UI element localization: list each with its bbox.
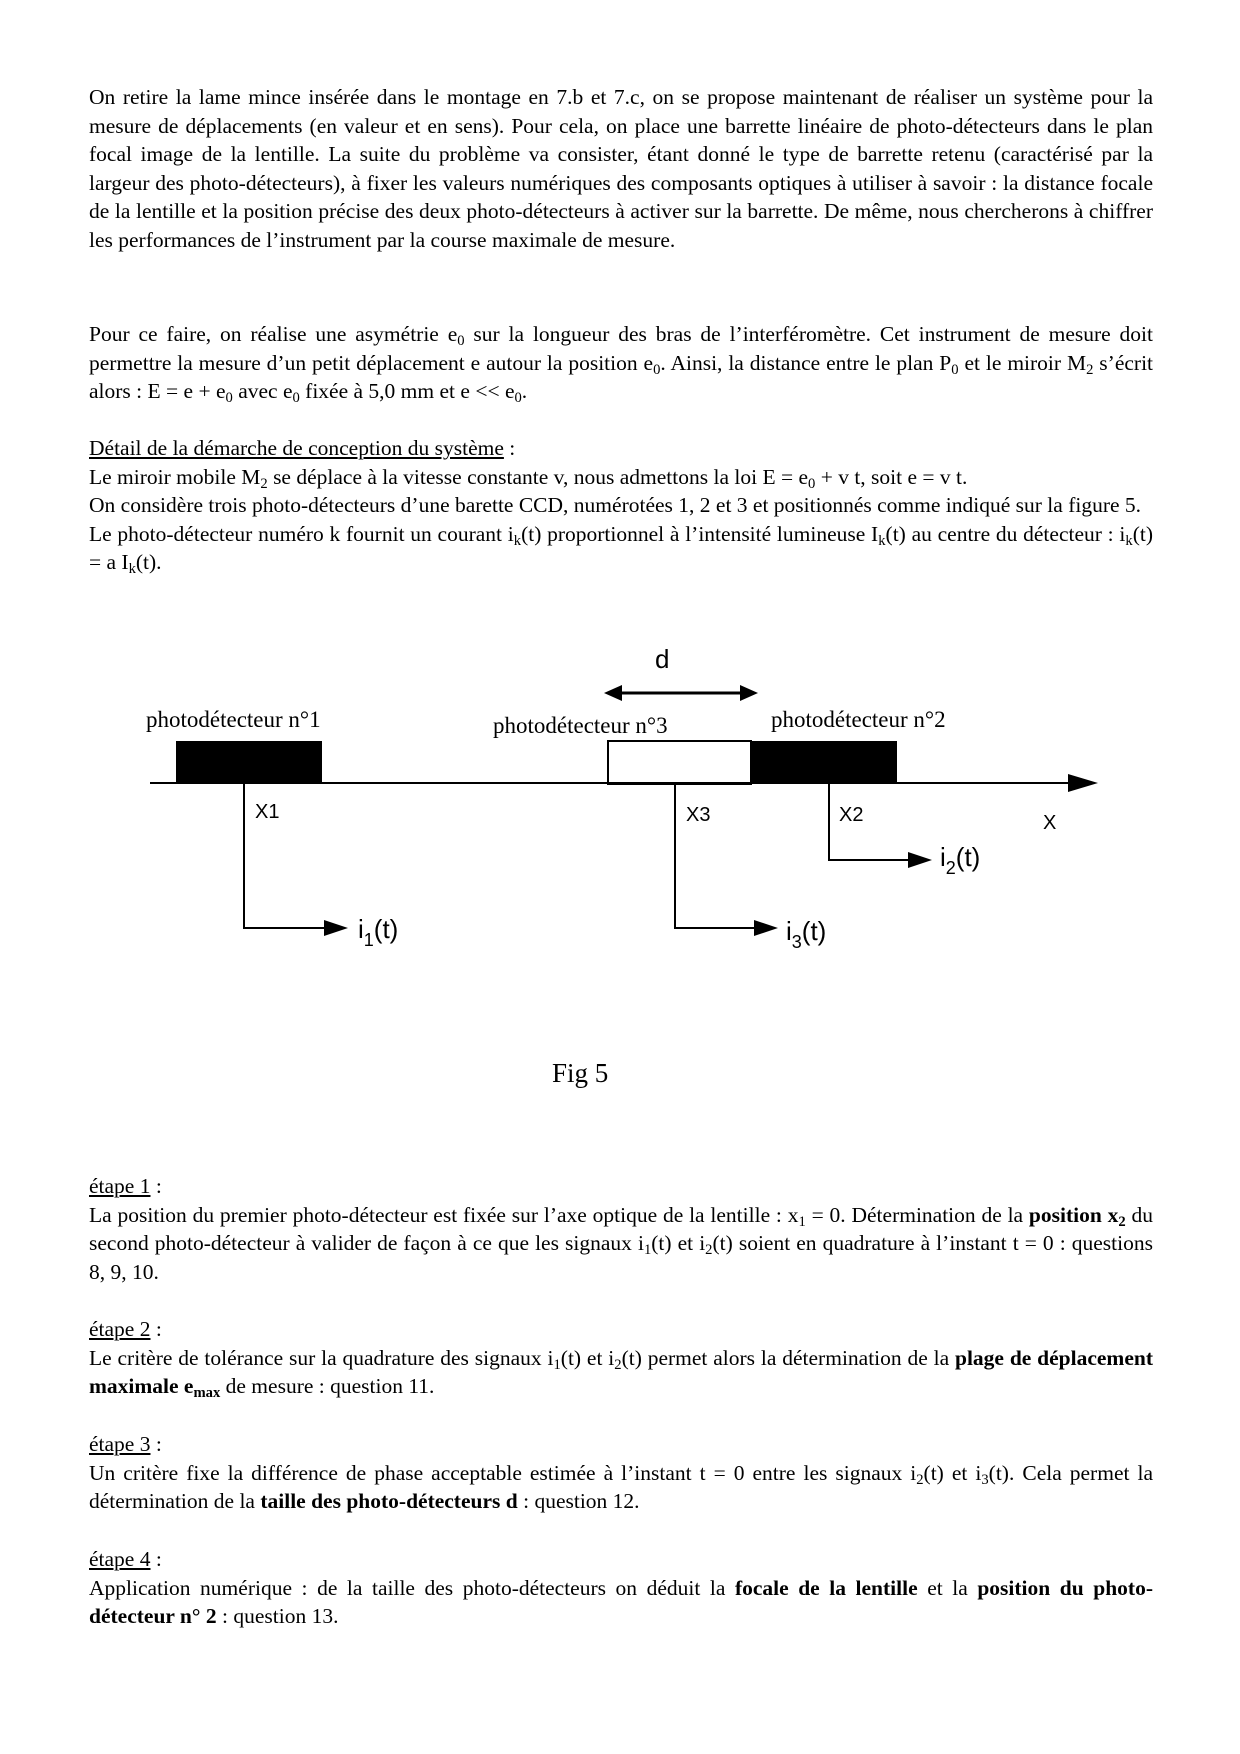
i2-arrowhead [908, 852, 932, 868]
demarche-section: Détail de la démarche de conception du système : Le miroir mobile $M_2$ se déplace à la vitesse constante v, nous admettons la loi $E = e_0 + v$ t, soit e = v t. On considère trois photo-détecteurs d’une barette CCD, numérotées 1, 2 et 3 et positionnés comme indiqué sur la figure 5. Le photo-détecteur numéro k fournit un courant $i_k(t)$ proportionnel à l’intensité lumineuse $I_k(t)$ au centre du détecteur : $i_k(t) = a$ $I_k(t)$. [89, 436, 1153, 578]
intro-paragraph-1: On retire la lame mince insérée dans le montage en 7.b et 7.c, on se propose maintenant de réaliser un système pour la mesure de déplacements (en valeur et en sens). Pour cela, on place une barrette linéaire de photo-détecteurs dans le plan focal image de la lentille. La suite du problème va consister, étant donné le type de barrette retenu (caractérisé par la largeur des photo-détecteurs), à fixer les valeurs numériques des composants optiques à utiliser à savoir : la distance focale de la lentille et la position précise des deux photo-détecteurs à activer sur la barrette. De même, nous chercherons à chiffrer les performances de l’instrument par la course maximale de mesure. [89, 85, 1153, 252]
photodetector-1 [176, 741, 322, 784]
etape-1: étape 1 : La position du premier photo-détecteur est fixée sur l’axe optique de la lentille : $x_1 = 0$. Détermination de la position $x_2$ du second photo-détecteur à valider de façon à ce que les signaux $i_1(t)$ et $i_2(t)$ soient en quadrature à l’instant t = 0 : questions 8, 9, 10. [89, 1174, 1154, 1284]
photodetector-3 [608, 741, 751, 784]
intro-paragraph-2: Pour ce faire, on réalise une asymétrie $e_0$ sur la longueur des bras de l’interféromètre. Cet instrument de mesure doit permettre la mesure d’un petit déplacement e autour la position $e_0$. Ainsi, la distance entre le plan $P_0$ et le miroir $M_2$ s’écrit alors : $E = e + e_0$ avec $e_0$ fixée à 5,0 mm et $e << e_0$. [89, 322, 1154, 407]
photodetector-2 [751, 741, 897, 784]
x2-label: X2 [839, 804, 864, 826]
i1-arrowhead [324, 920, 348, 936]
photodetector-1-label: photodétecteur n°1 [146, 707, 321, 732]
i1-label: $i_1(t)$ [358, 914, 399, 950]
i3-label: $i_3(t)$ [786, 916, 827, 952]
etape-4: étape 4 : Application numérique : de la taille des photo-détecteurs on déduit la focale de la lentille et la position du photo-détecteur n° 2 : question 13. [89, 1547, 1153, 1629]
photodetector-2-label: photodétecteur n°2 [771, 707, 946, 732]
x-axis-arrowhead [1068, 774, 1098, 792]
d-double-arrow [604, 685, 758, 701]
x1-label: X1 [255, 801, 280, 823]
etape-1-title: étape 1 [89, 1174, 151, 1198]
demarche-line-1: Le miroir mobile $M_2$ se déplace à la vitesse constante v, nous admettons la loi $E = e_0 + v$ t, soit e = v t. [89, 464, 968, 492]
x-axis-label: X [1043, 812, 1057, 834]
d-label: d [655, 644, 670, 674]
x3-label: X3 [686, 804, 711, 826]
etape-2: étape 2 : Le critère de tolérance sur la quadrature des signaux $i_1(t)$ et $i_2(t)$ permet alors la détermination de la plage de déplacement maximale $e_{max}$ de mesure : question 11. [89, 1317, 1153, 1402]
etape-3-title: étape 3 [89, 1432, 151, 1456]
demarche-line-2: On considère trois photo-détecteurs d’une barette CCD, numérotées 1, 2 et 3 et positionnés comme indiqué sur la figure 5. [89, 493, 1142, 518]
demarche-title: Détail de la démarche de conception du système [89, 436, 504, 460]
etape-4-title: étape 4 [89, 1547, 151, 1571]
i3-arrowhead [754, 920, 778, 936]
figure-caption: Fig 5 [552, 1058, 609, 1088]
etape-2-title: étape 2 [89, 1317, 151, 1341]
demarche-line-3: Le photo-détecteur numéro k fournit un courant $i_k(t)$ proportionnel à l’intensité lumineuse $I_k(t)$ au centre du détecteur : $i_k(t) = a$ $I_k(t)$. [89, 521, 1153, 578]
i2-label: $i_2(t)$ [940, 842, 981, 878]
etape-3: étape 3 : Un critère fixe la différence de phase acceptable estimée à l’instant t = 0 entre les signaux $i_2(t)$ et $i_3(t)$. Cela permet la détermination de la taille des photo-détecteurs d : question 12. [89, 1432, 1153, 1514]
photodetector-3-label: photodétecteur n°3 [493, 713, 668, 738]
